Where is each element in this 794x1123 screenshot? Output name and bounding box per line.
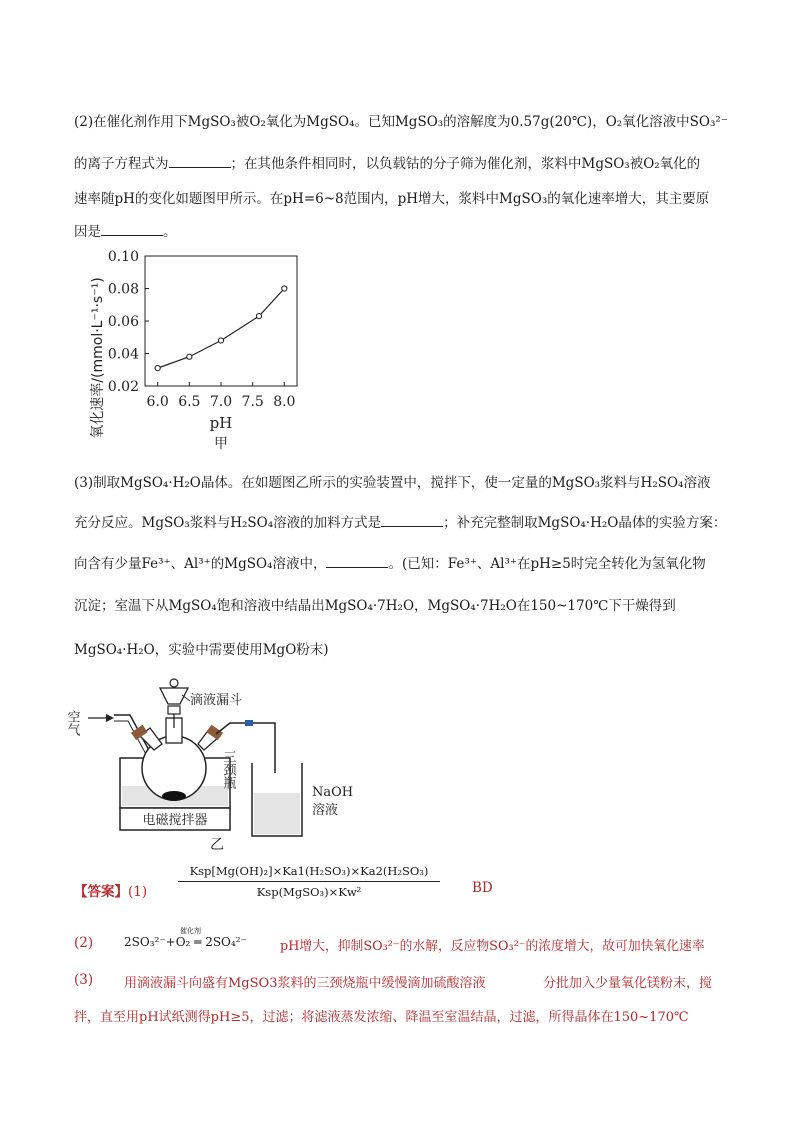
q2-line2-end: ；在其他条件相同时，以负载钴的分子筛为催化剂，浆料中MgSO₃被O₂氧化的	[230, 156, 701, 172]
answer-blank-2	[101, 223, 163, 236]
naoh-solution	[254, 793, 300, 834]
equation-catalyst: 催化剂	[180, 927, 201, 935]
solution-label: 溶液	[312, 803, 339, 818]
stir-bar	[162, 791, 186, 801]
x-tick-label: 6.0	[146, 394, 169, 410]
answer-line1	[74, 880, 147, 900]
q2-line4-start: 因是	[74, 224, 101, 240]
data-point	[256, 314, 261, 319]
data-point	[155, 366, 160, 371]
data-point	[282, 286, 287, 291]
chart-y-ticks	[108, 249, 149, 395]
q2-line4-end: 。	[163, 224, 177, 240]
q2-line1: (2)在催化剂作用下MgSO₃被O₂氧化为MgSO₄。已知MgSO₃的溶解度为0.57g(20℃)，O₂氧化溶液中SO₃²⁻	[74, 114, 728, 130]
stirrer-label: 电磁搅拌器	[142, 813, 208, 828]
x-tick-label: 6.5	[178, 394, 201, 410]
q3-line4: 沉淀；室温下从MgSO₄饱和溶液中结晶出MgSO₄·7H₂O，MgSO₄·7H₂O在150~170℃下干燥得到	[74, 598, 676, 614]
answer-reason2: pH增大，抑制SO₃²⁻的水解，反应物SO₃²⁻的浓度增大，故可加快氧化速率	[280, 939, 705, 954]
y-tick-label: 0.02	[107, 379, 139, 395]
answer-tag: 【答案】	[74, 884, 128, 900]
chart-series-line	[158, 289, 285, 369]
funnel-label: 滴液漏斗	[190, 693, 243, 708]
chart-xlabel: pH	[209, 414, 233, 432]
y-tick-label: 0.10	[107, 249, 139, 265]
answer-blank-4	[326, 555, 388, 568]
data-point	[218, 338, 223, 343]
chart-caption: 甲	[214, 436, 228, 452]
y-tick-label: 0.04	[107, 346, 139, 363]
q3-line2-end: ；补充完整制取MgSO₄·H₂O晶体的实验方案：	[443, 515, 727, 531]
answer-plan3b: 拌，直至用pH试纸测得pH≥5，过滤；将滤液蒸发浓缩、降温至室温结晶，过滤，所得晶体在150~170℃	[74, 1010, 689, 1025]
answer-blank-1	[169, 155, 231, 168]
apparatus-diagram	[64, 668, 370, 853]
y-tick-label: 0.06	[107, 314, 139, 330]
answer-plan3a: 分批加入少量氧化镁粉末，搅	[543, 976, 713, 991]
q3-line2-start: 充分反应。MgSO₃浆料与H₂SO₄溶液的加料方式是	[74, 515, 382, 531]
answer-blank-3	[381, 514, 443, 527]
q3-line3-start: 向含有少量Fe³⁺、Al³⁺的MgSO₄溶液中，	[74, 556, 327, 572]
answer-method3: 用滴液漏斗向盛有MgSO3浆料的三颈烧瓶中缓慢滴加硫酸溶液	[124, 976, 486, 991]
fraction-denominator: Ksp(MgSO₃)×Kw²	[256, 885, 362, 899]
x-tick-label: 7.0	[209, 394, 233, 410]
apparatus-caption: 乙	[210, 837, 224, 853]
chart-plot-frame	[145, 256, 297, 386]
chart-ylabel: 氧化速率/(mmol·L⁻¹·s⁻¹)	[90, 277, 106, 439]
data-point	[187, 354, 192, 359]
funnel-stopcock	[168, 706, 180, 714]
ksp-fraction	[178, 864, 440, 899]
funnel-top	[170, 679, 178, 687]
answer-equation	[124, 927, 247, 949]
tube-clamp	[245, 720, 253, 726]
answer-choice: BD	[472, 880, 493, 896]
fraction-numerator: Ksp[Mg(OH)₂]×Ka1(H₂SO₃)×Ka2(H₂SO₃)	[189, 864, 429, 878]
chart-points	[155, 286, 287, 371]
y-tick-label: 0.08	[107, 281, 139, 298]
answer-part2: (2)	[74, 935, 94, 951]
q3-line3-end: 。(已知：Fe³⁺、Al³⁺在pH≥5时完全转化为氢氧化物	[388, 556, 706, 572]
answer-part3: (3)	[74, 972, 94, 988]
air-arrow-head	[106, 714, 114, 722]
naoh-label: NaOH	[312, 785, 354, 800]
q3-line3	[74, 552, 706, 572]
q2-line2-start: 的离子方程式为	[74, 156, 169, 172]
q2-line4	[74, 220, 177, 240]
air-label: 空气	[64, 710, 80, 736]
x-tick-label: 7.5	[241, 394, 264, 410]
x-tick-label: 8.0	[273, 394, 296, 410]
q3-line2	[74, 511, 726, 531]
equation-text: 2SO₃²⁻+O₂ ═ 2SO₄²⁻	[124, 935, 247, 949]
flask-label: 三颈瓶	[220, 750, 236, 789]
oxidation-rate-chart	[80, 238, 320, 460]
q2-line2	[74, 152, 700, 172]
answer-part1: (1)	[128, 884, 148, 900]
q3-line5: MgSO₄·H₂O，实验中需要使用MgO粉末)	[74, 642, 329, 658]
q2-line3: 速率随pH的变化如题图甲所示。在pH=6~8范围内，pH增大，浆料中MgSO₃的氧化速率增大，其主要原	[74, 191, 710, 207]
q3-line1: (3)制取MgSO₄·H₂O晶体。在如题图乙所示的实验装置中，搅拌下，使一定量的MgSO₃浆料与H₂SO₄溶液	[74, 475, 711, 491]
